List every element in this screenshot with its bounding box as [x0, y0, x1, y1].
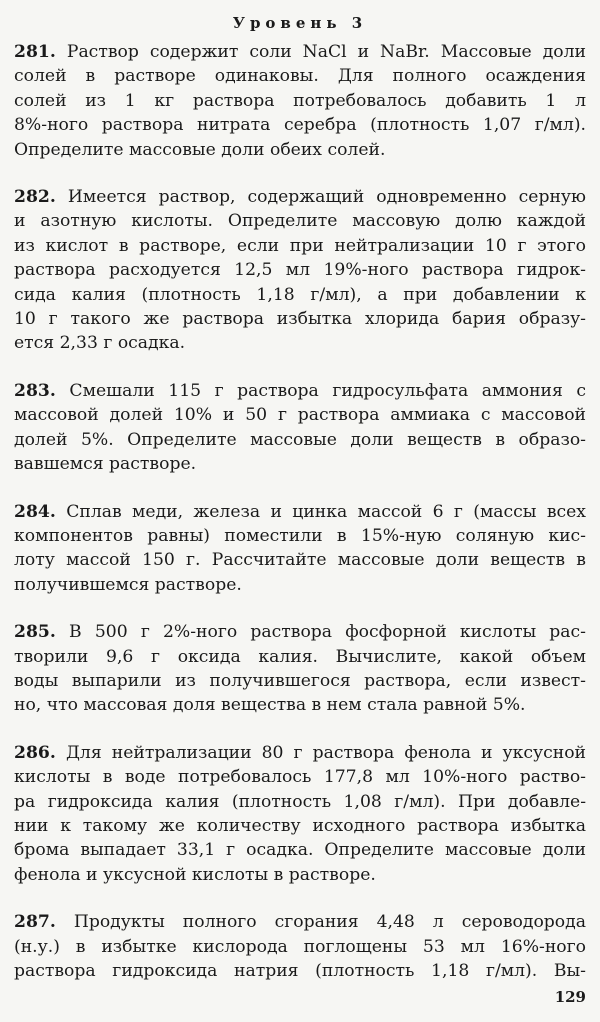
problem-text: фенола и уксусной кислоты в растворе. [14, 864, 376, 885]
problem-line [14, 89, 586, 113]
problem-line [14, 959, 586, 983]
problem-line [14, 40, 586, 64]
problem-line [14, 863, 586, 887]
problem-text: Сплав меди, железа и цинка массой 6 г (массы всех [66, 501, 587, 522]
problem-item [14, 40, 586, 162]
problem-line [14, 403, 586, 427]
problem-line [14, 64, 586, 88]
problem-text: но, что массовая доля вещества в нем стала равной 5%. [14, 695, 526, 716]
problem-line [14, 548, 586, 572]
problem-line [14, 379, 586, 403]
problem-text: и азотную кислоты. Определите массовую долю каждой [14, 211, 586, 232]
problem-item [14, 741, 586, 887]
problem-text: получившемся растворе. [14, 574, 242, 595]
problem-text: солей в растворе одинаковы. Для полного осаждения [14, 66, 586, 87]
problem-number: 281. [14, 42, 56, 62]
problem-text: сида калия (плотность 1,18 г/мл), а при добавлении к [14, 284, 586, 305]
problem-item [14, 185, 586, 356]
problem-line [14, 500, 586, 524]
problem-list [14, 40, 586, 983]
problem-text: нии к такому же количеству исходного раствора избытка [14, 815, 586, 836]
level-heading: Уровень 3 [232, 14, 368, 32]
problem-text: В 500 г 2%-ного раствора фосфорной кислоты рас- [69, 622, 586, 643]
problem-line [14, 741, 586, 765]
problem-number: 284. [14, 501, 56, 522]
problem-line [14, 258, 586, 282]
problem-text: Для нейтрализации 80 г раствора фенола и уксусной [65, 742, 587, 763]
problem-line [14, 573, 586, 597]
problem-text: творили 9,6 г оксида калия. Вычислите, какой объем [14, 646, 586, 667]
problem-text: Раствор содержит соли NaCl и NaBr. Массовые доли [66, 42, 586, 62]
problem-line [14, 910, 586, 934]
problem-text: Определите массовые доли обеих солей. [14, 139, 386, 160]
problem-text: (н.у.) в избытке кислорода поглощены 53 мл 16%-ного [14, 936, 586, 957]
problem-line [14, 307, 586, 331]
problem-text: долей 5%. Определите массовые доли веществ в образо- [14, 429, 586, 450]
problem-line [14, 138, 586, 162]
problem-text: раствора гидроксида натрия (плотность 1,18 г/мл). Вы- [14, 961, 586, 981]
problem-line [14, 838, 586, 862]
problem-item [14, 500, 586, 598]
problem-item [14, 910, 586, 983]
problem-number: 283. [14, 380, 56, 401]
problem-text: лоту массой 150 г. Рассчитайте массовые доли веществ в [14, 550, 586, 571]
problem-item [14, 620, 586, 718]
problem-text: компонентов равны) поместили в 15%-ную соляную кис- [14, 525, 586, 546]
problem-line [14, 693, 586, 717]
problem-line [14, 765, 586, 789]
problem-text: солей из 1 кг раствора потребовалось добавить 1 л [14, 90, 586, 111]
problem-line [14, 524, 586, 548]
problem-text: Имеется раствор, содержащий одновременно серную [67, 187, 586, 208]
problem-line [14, 185, 586, 209]
problem-text: 8%-ного раствора нитрата серебра (плотность 1,07 г/мл). [14, 115, 586, 136]
problem-line [14, 452, 586, 476]
problem-line [14, 790, 586, 814]
problem-line [14, 669, 586, 693]
problem-text: массовой долей 10% и 50 г раствора аммиака с массовой [14, 405, 586, 426]
problem-line [14, 209, 586, 233]
problem-number: 285. [14, 622, 56, 643]
problem-text: воды выпарили из получившегося раствора, если извест- [14, 670, 586, 691]
problem-line [14, 113, 586, 137]
problem-text: ется 2,33 г осадка. [14, 333, 186, 354]
problem-line [14, 331, 586, 355]
problem-text: 10 г такого же раствора избытка хлорида бария образу- [14, 309, 586, 330]
problem-text: Продукты полного сгорания 4,48 л сероводорода [73, 912, 586, 933]
problem-text: раствора расходуется 12,5 мл 19%-ного раствора гидрок- [14, 260, 586, 281]
problem-line [14, 620, 586, 644]
problem-number: 286. [14, 742, 56, 763]
problem-text: из кислот в растворе, если при нейтрализации 10 г этого [14, 235, 586, 256]
problem-line [14, 935, 586, 959]
problem-line [14, 428, 586, 452]
problem-line [14, 234, 586, 258]
problem-text: Смешали 115 г раствора гидросульфата аммония с [69, 380, 586, 401]
problem-text: вавшемся растворе. [14, 454, 197, 475]
problem-item [14, 379, 586, 477]
problem-line [14, 645, 586, 669]
problem-line [14, 283, 586, 307]
problem-number: 282. [14, 187, 56, 208]
problem-text: брома выпадает 33,1 г осадка. Определите массовые доли [14, 840, 586, 861]
problem-number: 287. [14, 912, 56, 933]
problem-line [14, 814, 586, 838]
problem-text: кислоты в воде потребовалось 177,8 мл 10%-ного раство- [14, 767, 586, 788]
problem-text: ра гидроксида калия (плотность 1,08 г/мл). При добавле- [14, 791, 586, 812]
page-number: 129 [554, 988, 586, 1006]
